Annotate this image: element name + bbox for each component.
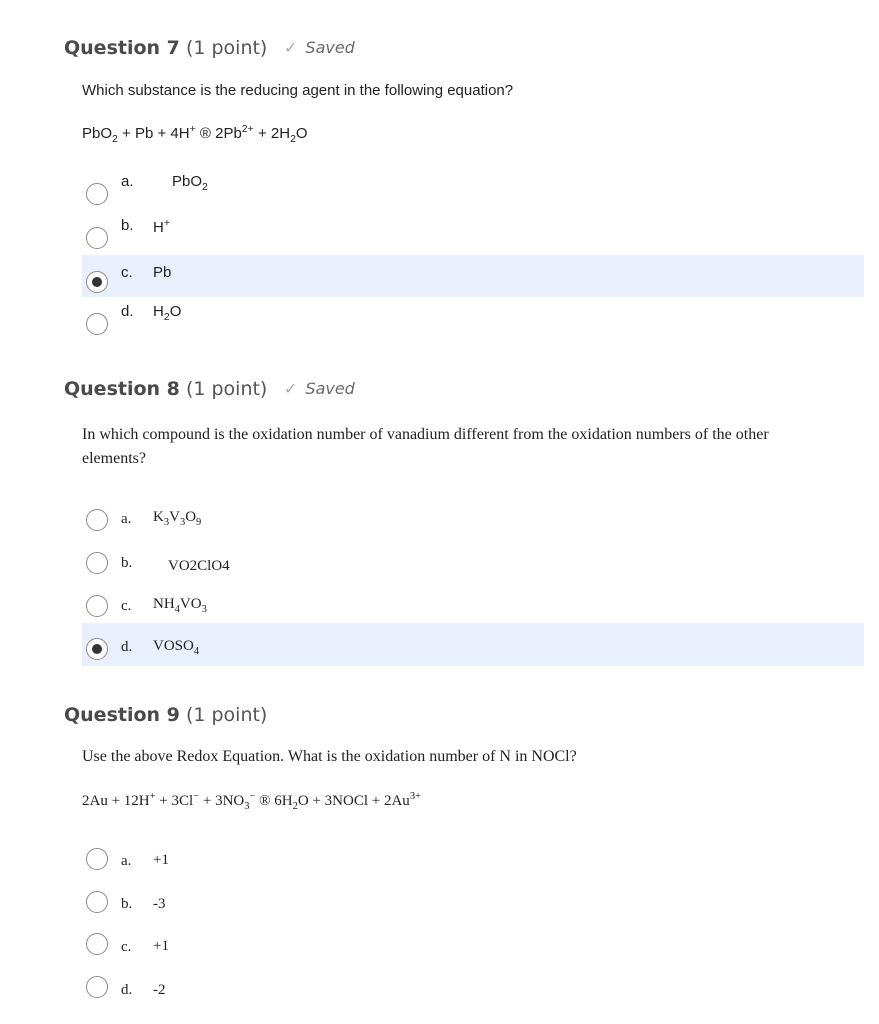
option-a[interactable]: a. $K_3V_3O_9$ [82, 499, 864, 541]
option-d[interactable]: d. $VOSO_4$ [82, 623, 864, 666]
option-b[interactable]: b. H+ [82, 214, 864, 256]
option-text: +1 [153, 852, 169, 868]
radio-button[interactable] [86, 976, 108, 998]
question-7-equation: PbO$_2$ + Pb + 4H+ ® $2Pb^{2+} + 2H_2O$ [82, 123, 308, 145]
radio-button[interactable] [86, 313, 108, 335]
radio-button[interactable] [86, 509, 108, 531]
option-c[interactable]: c. Pb [82, 255, 864, 297]
option-text: $K_3V_3O_9$ [153, 509, 202, 528]
saved-status: ✓ Saved [284, 379, 355, 398]
option-text: +1 [153, 938, 169, 954]
checkmark-icon: ✓ [284, 38, 298, 57]
option-b[interactable]: b. VO2ClO4 [82, 543, 864, 585]
option-text: H+ [153, 217, 170, 236]
radio-button[interactable] [86, 183, 108, 205]
radio-button[interactable] [86, 891, 108, 913]
radio-button[interactable] [86, 933, 108, 955]
option-text: PbO$_2$ [172, 173, 208, 193]
option-c[interactable]: c. +1 [82, 926, 864, 968]
option-d[interactable]: d. -2 [82, 970, 864, 1012]
question-8-prompt: In which compound is the oxidation number of vanadium different from the oxidation numbers of the other elements? [82, 426, 769, 467]
question-9-equation: $2Au + 12H^+ + 3Cl^- + 3NO_3^-$ ® $6H_2O$ + 3NOCl + $2Au^{3+}$ [82, 791, 421, 812]
option-text: VO2ClO4 [168, 558, 230, 574]
option-d[interactable]: d. $H_2O$ [82, 300, 864, 342]
option-text: -2 [153, 982, 166, 998]
radio-button[interactable] [86, 848, 108, 870]
option-text: -3 [153, 896, 166, 912]
radio-button[interactable] [86, 227, 108, 249]
option-text: $NH_4VO_3$ [153, 596, 207, 615]
option-text: $H_2O$ [153, 303, 182, 323]
option-b[interactable]: b. -3 [82, 884, 864, 926]
radio-button-selected[interactable] [86, 271, 108, 293]
option-a[interactable]: a. PbO$_2$ [82, 170, 864, 212]
saved-status: ✓ Saved [284, 38, 355, 57]
question-8-title: Question 8 (1 point) [64, 378, 268, 400]
checkmark-icon: ✓ [284, 379, 298, 398]
question-9-prompt: Use the above Redox Equation. What is the oxidation number of N in NOCl? [82, 748, 577, 765]
option-a[interactable]: a. +1 [82, 840, 864, 882]
radio-button-selected[interactable] [86, 638, 108, 660]
radio-button[interactable] [86, 595, 108, 617]
question-9-title: Question 9 (1 point) [64, 704, 268, 726]
option-text: Pb [153, 264, 172, 281]
radio-button[interactable] [86, 552, 108, 574]
option-text: $VOSO_4$ [153, 638, 200, 657]
option-c[interactable]: c. $NH_4VO_3$ [82, 585, 864, 627]
question-7-prompt: Which substance is the reducing agent in the following equation? [82, 82, 514, 99]
question-7-title: Question 7 (1 point) [64, 37, 268, 59]
